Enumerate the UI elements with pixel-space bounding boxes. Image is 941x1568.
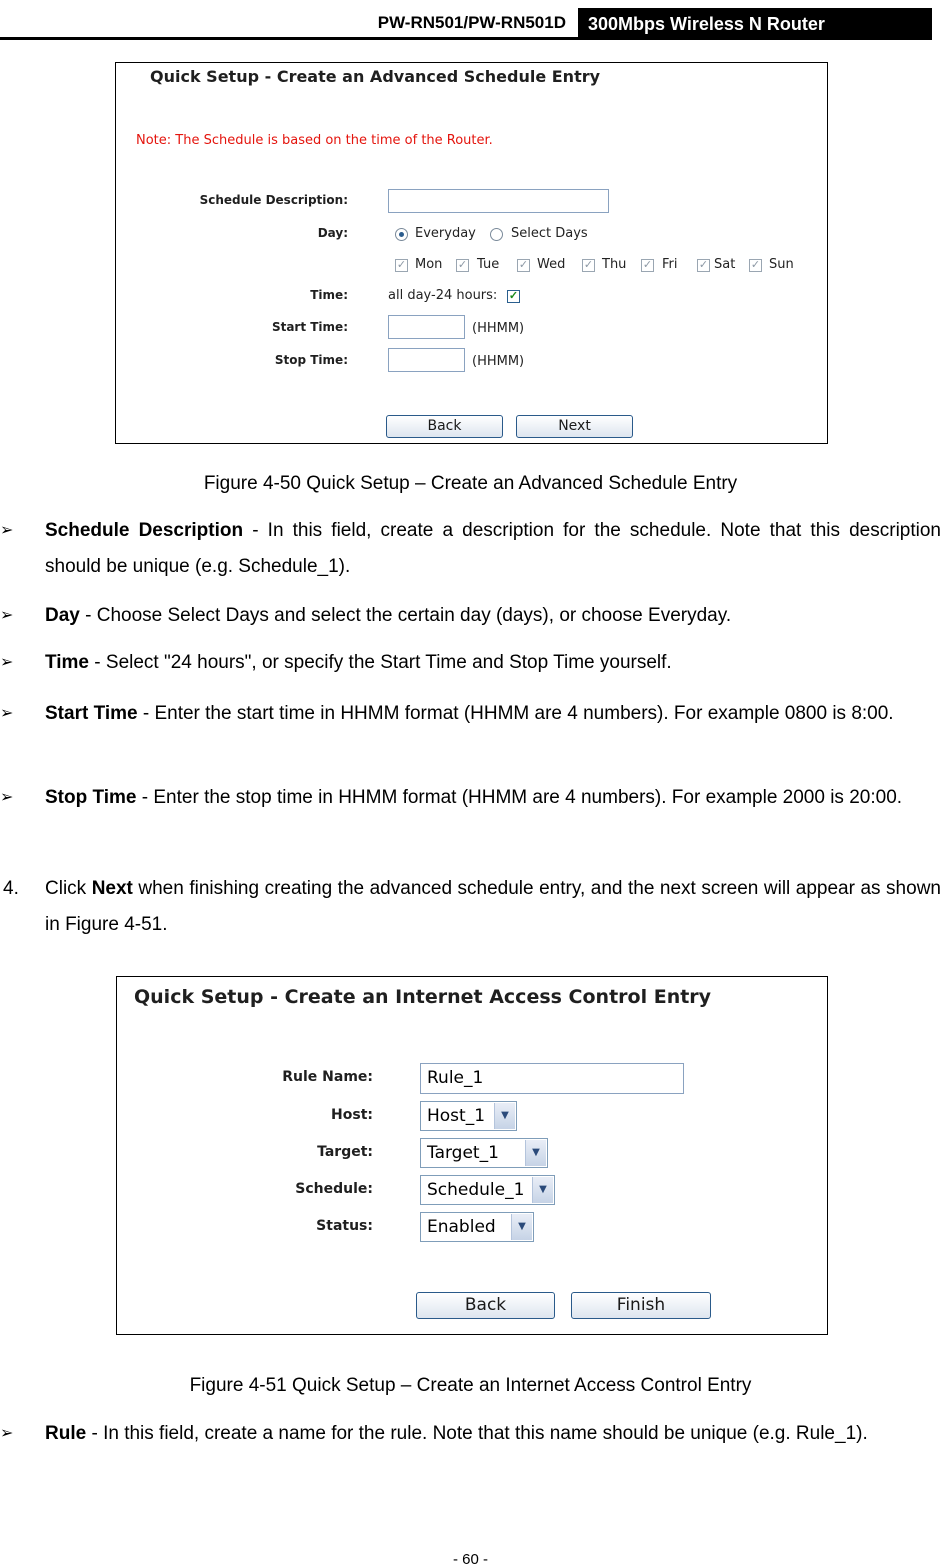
- day-label-mon: Mon: [415, 257, 443, 272]
- step-number: 4.: [3, 878, 19, 899]
- bullet-term: Start Time: [45, 703, 138, 724]
- time-label: Time:: [310, 288, 348, 302]
- stop-time-input[interactable]: [388, 348, 465, 372]
- start-time-input[interactable]: [388, 315, 465, 339]
- bullet-arrow-icon: ➢: [0, 705, 14, 722]
- chevron-down-icon: ▼: [511, 1214, 532, 1240]
- step-text: when finishing creating the advanced schedule entry, and the next screen will appear as shown in Figure 4-51.: [45, 878, 941, 935]
- header-title: 300Mbps Wireless N Router: [578, 8, 932, 39]
- page-number: - 60 -: [452, 1551, 488, 1568]
- bullet-term: Schedule Description: [45, 520, 244, 541]
- bullet-text: - Choose Select Days and select the certain day (days), or choose Everyday.: [79, 605, 732, 626]
- panel-title: Quick Setup - Create an Internet Access Control Entry: [134, 986, 712, 1008]
- bullet-text: - Enter the start time in HHMM format (HHMM are 4 numbers). For example 0800 is 8:00.: [137, 703, 894, 724]
- day-label: Day:: [317, 226, 348, 240]
- bullet-term: Stop Time: [45, 787, 137, 808]
- all-day-checkbox[interactable]: ✓: [508, 290, 519, 302]
- schedule-note: Note: The Schedule is based on the time of the Router.: [136, 133, 493, 148]
- day-checkbox-mon[interactable]: ✓: [396, 259, 407, 271]
- everyday-label: Everyday: [415, 226, 476, 241]
- bullet-arrow-icon: ➢: [0, 607, 14, 624]
- figure-caption-4-51: Figure 4-51 Quick Setup – Create an Internet Access Control Entry: [189, 1375, 752, 1396]
- select-days-radio[interactable]: [490, 228, 503, 241]
- bullet-arrow-icon: ➢: [0, 522, 14, 539]
- access-control-entry-screenshot: [116, 976, 828, 1335]
- schedule-description-input[interactable]: [388, 189, 609, 213]
- day-label-sun: Sun: [769, 257, 794, 272]
- stop-time-format: (HHMM): [472, 354, 525, 369]
- header-rule: [0, 37, 932, 40]
- chevron-down-icon: ▼: [494, 1103, 515, 1129]
- status-label: Status:: [316, 1218, 373, 1234]
- day-checkbox-tue[interactable]: ✓: [457, 259, 468, 271]
- schedule-description-label: Schedule Description:: [199, 193, 348, 207]
- target-select[interactable]: [420, 1138, 548, 1168]
- panel-title: Quick Setup - Create an Advanced Schedule Entry: [150, 67, 601, 86]
- day-checkbox-sat[interactable]: ✓: [698, 259, 709, 271]
- day-checkbox-wed[interactable]: ✓: [518, 259, 529, 271]
- day-label-tue: Tue: [477, 257, 500, 272]
- schedule-select[interactable]: [420, 1175, 555, 1205]
- bullet-term: Day: [45, 605, 80, 626]
- bullet-text: - Select "24 hours", or specify the Start Time and Stop Time yourself.: [89, 652, 672, 673]
- back-button[interactable]: Back: [416, 1292, 555, 1319]
- bullet-arrow-icon: ➢: [0, 1425, 14, 1442]
- chevron-down-icon: ▼: [525, 1140, 546, 1166]
- target-label: Target:: [317, 1144, 373, 1160]
- chevron-down-icon: ▼: [532, 1177, 553, 1203]
- day-label-wed: Wed: [537, 257, 566, 272]
- bullet-text: - Enter the stop time in HHMM format (HHMM are 4 numbers). For example 2000 is 20:00.: [136, 787, 903, 808]
- rule-name-input[interactable]: Rule_1: [420, 1063, 684, 1094]
- all-day-label: all day-24 hours:: [388, 288, 498, 303]
- status-select[interactable]: [420, 1212, 534, 1242]
- schedule-entry-screenshot: [115, 62, 828, 444]
- bullet-term: Rule: [45, 1423, 87, 1444]
- host-value: Host_1: [427, 1106, 486, 1126]
- step-pre: Click: [45, 878, 92, 899]
- stop-time-label: Stop Time:: [274, 353, 348, 367]
- step-term: Next: [91, 878, 133, 899]
- finish-button[interactable]: Finish: [571, 1292, 711, 1319]
- host-select[interactable]: [420, 1101, 517, 1131]
- figure-caption-4-50: Figure 4-50 Quick Setup – Create an Advanced Schedule Entry: [203, 473, 738, 494]
- start-time-format: (HHMM): [472, 321, 525, 336]
- target-value: Target_1: [427, 1143, 499, 1163]
- schedule-label: Schedule:: [295, 1181, 373, 1197]
- start-time-label: Start Time:: [271, 320, 348, 334]
- next-button[interactable]: Next: [516, 415, 633, 438]
- day-label-thu: Thu: [602, 257, 627, 272]
- bullet-text: - In this field, create a name for the rule. Note that this name should be unique (e.g. Rule_1).: [86, 1423, 868, 1444]
- day-label-fri: Fri: [662, 257, 678, 272]
- header-model: PW-RN501/PW-RN501D: [377, 13, 566, 32]
- schedule-value: Schedule_1: [427, 1180, 525, 1200]
- bullet-term: Time: [45, 652, 90, 673]
- host-label: Host:: [331, 1107, 373, 1123]
- back-button[interactable]: Back: [386, 415, 503, 438]
- day-checkbox-sun[interactable]: ✓: [750, 259, 761, 271]
- bullet-arrow-icon: ➢: [0, 654, 14, 671]
- day-checkbox-fri[interactable]: ✓: [642, 259, 653, 271]
- bullet-arrow-icon: ➢: [0, 789, 14, 806]
- day-label-sat: Sat: [714, 257, 736, 272]
- everyday-radio[interactable]: [395, 228, 408, 241]
- rule-name-label: Rule Name:: [282, 1069, 373, 1085]
- status-value: Enabled: [427, 1217, 496, 1237]
- bullet-text: - In this field, create a description for the schedule. Note that this description should be unique (e.g. Schedule_1).: [45, 520, 941, 577]
- day-checkbox-thu[interactable]: ✓: [583, 259, 594, 271]
- select-days-label: Select Days: [511, 226, 588, 241]
